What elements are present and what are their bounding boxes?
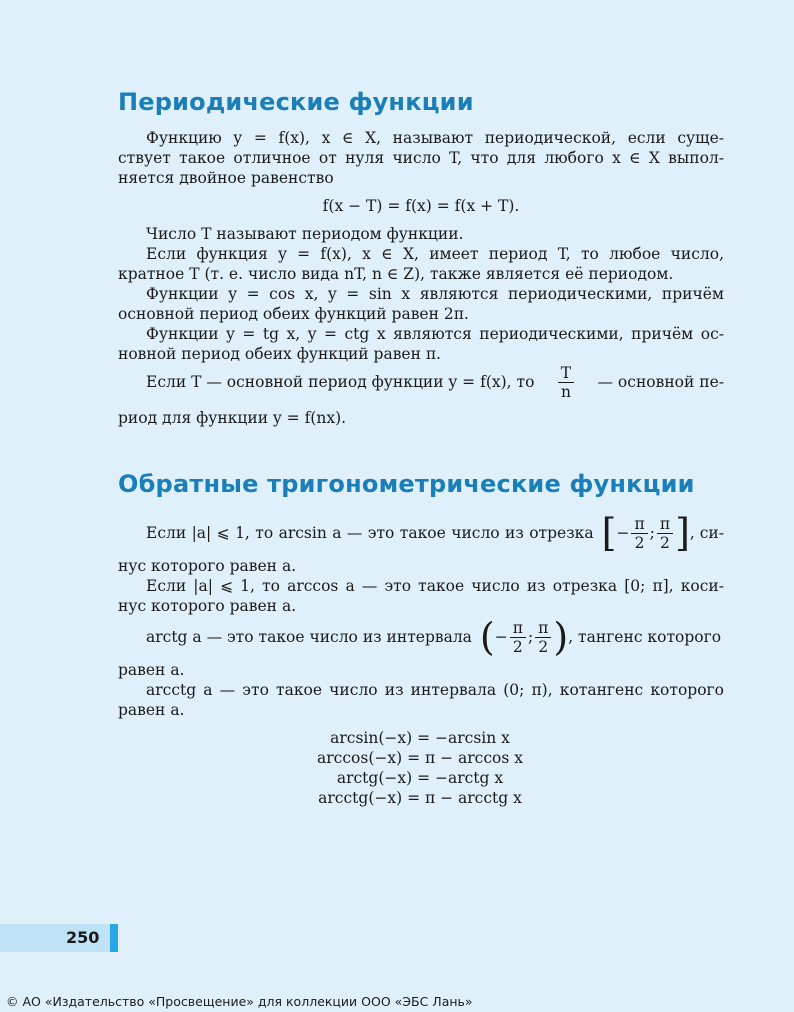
paragraph-arccos-line1: Если |a| ⩽ 1, то arccos a — это такое число из отрезка [0; π], коси- [146,577,724,595]
identity-arctg: arctg(−x) = −arctg x [336,769,504,787]
fraction-numerator: π [631,515,647,534]
paragraph-scaled-period-line1 [118,362,724,402]
identity-block [290,728,550,808]
paragraph-arccos-line2: нус которого равен a. [118,597,297,615]
scaled-period-text-after: — основной пе- [597,373,724,391]
paragraph-scaled-period-line2: риод для функции y = f(nx). [118,409,347,427]
paragraph-arcsin-line2: нус которого равен a. [118,557,297,575]
paren-right: ) [553,615,569,659]
fraction-denominator: 2 [660,533,670,552]
paragraph-multiple-line1: Если функция y = f(x), x ∈ X, имеет период T, то любое число, [146,245,724,263]
fraction-neg-pi-over-2 [631,515,647,552]
paragraph-arctg-line1 [118,616,724,658]
paragraph-period: Число T называют периодом функции. [146,225,464,243]
minus-sign: − [616,524,630,542]
page-number-tab [110,924,118,952]
fraction-t-over-n [558,364,574,401]
paragraph-tg-ctg-line2: новной период обеих функций равен π. [118,345,441,363]
identity-arccos: arccos(−x) = π − arccos x [317,749,523,767]
minus-sign: − [494,628,508,646]
copyright-footer: © АО «Издательство «Просвещение» для коллекции ООО «ЭБС Лань» [6,994,473,1009]
paragraph-definition-line3: няется двойное равенство [118,169,334,187]
scaled-period-text-before: Если T — основной период функции y = f(x), то [146,373,535,391]
fraction-denominator: 2 [538,637,549,656]
paragraph-arcctg-line2: равен a. [118,701,185,719]
page-number: 250 [66,928,100,947]
paren-left: ( [479,615,495,659]
separator: ; [649,524,655,542]
paragraph-cos-sin-line2: основной период обеих функций равен 2π. [118,305,469,323]
arctg-text-after: , тангенс которого [568,628,722,646]
periodicity-equation: f(x − T) = f(x) = f(x + T). [322,197,520,215]
fraction-denominator: n [560,382,571,401]
paragraph-arctg-line2: равен a. [118,661,185,679]
paragraph-definition-line2: ствует такое отличное от нуля число T, что для любого x ∈ X выпол- [118,149,724,167]
bracket-right: ] [675,511,690,555]
paragraph-cos-sin-line1: Функции y = cos x, y = sin x являются периодическими, причём [146,285,724,303]
separator: ; [527,628,534,646]
arcsin-text: Если |a| ⩽ 1, то arcsin a — это такое число из отрезка [146,524,594,542]
paragraph-tg-ctg-line1: Функции y = tg x, y = ctg x являются периодическими, причём ос- [146,325,724,343]
identity-arcsin: arcsin(−x) = −arcsin x [330,729,510,747]
paragraph-definition-line1: Функцию y = f(x), x ∈ X, называют периодической, если суще- [146,129,724,147]
paragraph-multiple-line2: кратное T (т. е. число вида nT, n ∈ Z), также является её периодом. [118,265,674,283]
fraction-neg-pi-over-2 [510,619,526,656]
arctg-text: arctg a — это такое число из интервала [146,628,472,646]
bracket-left: [ [601,511,617,555]
fraction-denominator: 2 [634,533,645,552]
fraction-pi-over-2 [657,515,673,552]
section-title-periodic: Периодические функции [118,88,474,116]
fraction-pi-over-2 [535,619,551,656]
arcsin-text-after: , си- [689,524,724,542]
fraction-numerator: π [510,619,526,638]
identity-arcctg: arcctg(−x) = π − arcctg x [318,789,522,807]
paragraph-arcctg-line1: arcctg a — это такое число из интервала (0; π), котангенс которого [146,681,724,699]
fraction-denominator: 2 [512,637,523,656]
fraction-numerator: π [657,515,673,534]
paragraph-arcsin-line1 [118,512,724,554]
fraction-numerator: T [558,364,574,383]
section-title-inverse-trig: Обратные тригонометрические функции [118,470,695,498]
fraction-numerator: π [535,619,551,638]
